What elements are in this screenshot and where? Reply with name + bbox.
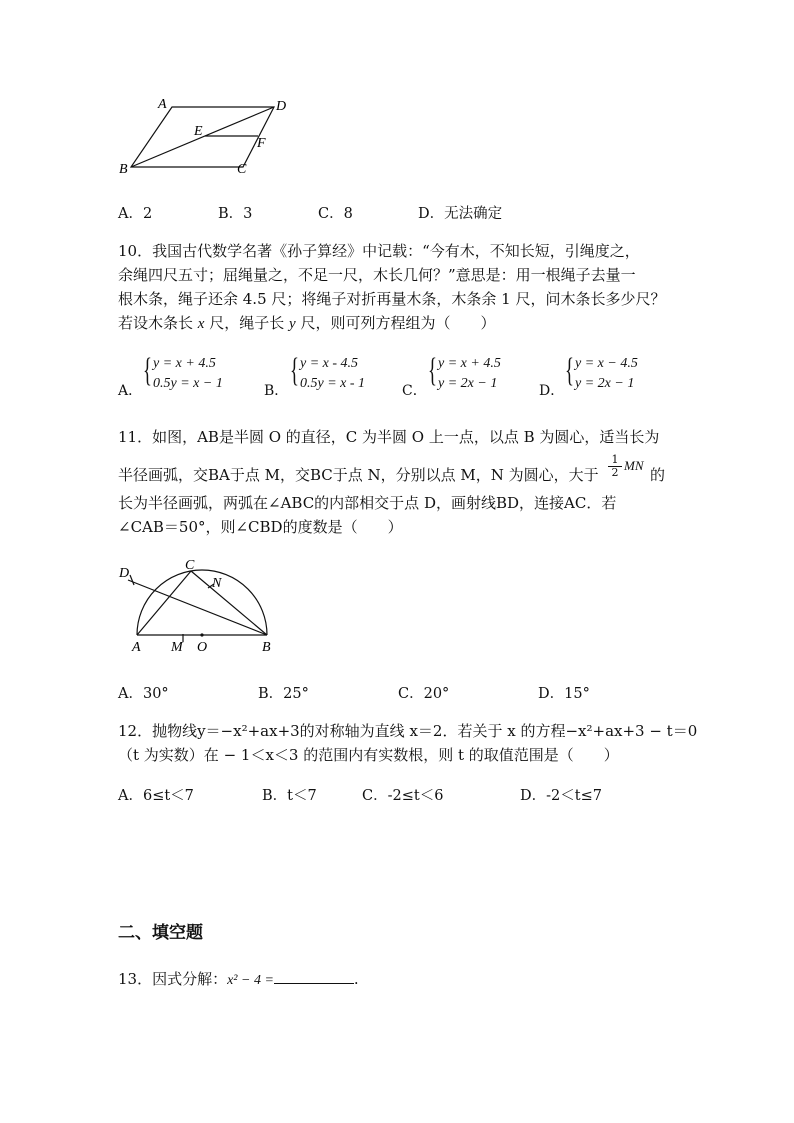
q10-option-d-letter[interactable]: D．	[539, 383, 565, 399]
equation-1: y = x + 4.5	[438, 356, 501, 371]
label-b: B	[262, 640, 271, 655]
option-letter: C．	[398, 686, 424, 702]
q11-line-2	[118, 464, 599, 486]
text: 尺，则可列方程组为（ ）	[295, 314, 496, 332]
label-o: O	[197, 640, 208, 655]
q12-line-2: （t 为实数）在 − 1＜x＜3 的范围内有实数根，则 t 的取值范围是（ ）	[118, 746, 619, 764]
expression: x² − 4 =	[227, 973, 274, 988]
option-letter: A．	[118, 206, 143, 222]
label-e: E	[194, 124, 203, 139]
option-letter: B．	[218, 206, 244, 222]
option-text: 6≤t＜7	[142, 788, 194, 804]
q12-option-b[interactable]	[262, 784, 317, 805]
q9-option-c[interactable]	[318, 202, 353, 223]
q11-line-2-end: 的	[650, 466, 666, 484]
q11-option-c[interactable]	[398, 682, 449, 703]
q9-option-a[interactable]	[118, 202, 152, 223]
answer-blank[interactable]	[274, 969, 354, 984]
q12-option-d[interactable]	[520, 784, 602, 805]
q12-option-c[interactable]	[362, 784, 443, 805]
equation-2: 0.5y = x − 1	[153, 376, 223, 391]
q11-option-b[interactable]	[258, 682, 309, 703]
fraction-half	[608, 454, 622, 479]
equation-1: y = x − 4.5	[575, 356, 638, 371]
text: 若设木条长	[118, 314, 198, 332]
fraction-denominator: 2	[611, 466, 619, 479]
q11-option-d[interactable]	[538, 682, 590, 703]
option-text: 8	[343, 206, 353, 222]
q11-line-4: ∠CAB＝50°，则∠CBD的度数是（ ）	[118, 518, 403, 536]
question-prefix: 13．因式分解：	[118, 970, 228, 988]
text: 尺，绳子长	[204, 314, 289, 332]
option-text: -2≤t＜6	[387, 788, 444, 804]
option-text: 3	[243, 206, 253, 222]
option-text: t＜7	[287, 788, 317, 804]
equation-2: y = 2x − 1	[575, 376, 635, 391]
option-letter: B．	[258, 686, 284, 702]
label-c: C	[185, 558, 195, 573]
option-letter: A．	[118, 686, 143, 702]
q10-line-3: 根木条，绳子还余 4.5 尺；将绳子对折再量木条，木条余 1 尺，问木条长多少尺？	[118, 290, 666, 308]
q13-line	[118, 968, 359, 992]
equation-2: y = 2x − 1	[438, 376, 498, 391]
option-text: 2	[142, 206, 153, 222]
brace-glyph: {	[428, 352, 437, 389]
equation-1: y = x + 4.5	[153, 356, 216, 371]
text: 半径画弧，交BA于点 M，交BC于点 N，分别以点 M，N 为圆心，大于	[118, 466, 599, 484]
label-c: C	[237, 162, 247, 177]
option-letter: C．	[362, 788, 388, 804]
option-text: 30°	[142, 686, 169, 702]
q11-line-1: 11．如图，AB是半圆 O 的直径，C 为半圆 O 上一点，以点 B 为圆心，适当长为	[118, 428, 660, 446]
figure-semicircle	[112, 555, 282, 655]
var-x: x	[197, 316, 205, 332]
segment-bc	[191, 571, 267, 635]
section-heading: 二、填空题	[118, 923, 203, 943]
q12-option-a[interactable]	[118, 784, 194, 805]
equation-2: 0.5y = x - 1	[300, 376, 366, 391]
q12-line-1: 12．抛物线y＝−x²+ax+3的对称轴为直线 x＝2．若关于 x 的方程−x²+ax+3 − t＝0	[118, 722, 698, 740]
arc-mark-d	[130, 575, 134, 585]
option-text: 25°	[283, 686, 309, 702]
period: .	[353, 970, 359, 988]
brace-glyph: {	[143, 352, 152, 389]
ray-bd	[128, 580, 267, 635]
option-letter: D．	[520, 788, 547, 804]
var-y: y	[289, 316, 296, 332]
q10-line-2: 余绳四尺五寸；屈绳量之，不足一尺，木长几何？”意思是：用一根绳子去量一	[118, 266, 636, 284]
label-f: F	[257, 136, 266, 151]
q10-option-c-letter[interactable]: C．	[402, 383, 427, 399]
q11-line-3: 长为半径画弧，两弧在∠ABC的内部相交于点 D，画射线BD，连接AC．若	[118, 494, 617, 512]
fraction-numerator: 1	[611, 453, 619, 466]
figure-parallelogram	[112, 95, 302, 185]
equation-1: y = x - 4.5	[300, 356, 359, 371]
q10-option-a-letter[interactable]: A．	[118, 383, 143, 399]
q10-line-1: 10．我国古代数学名著《孙子算经》中记载：“今有木，不知长短，引绳度之，	[118, 242, 640, 260]
q10-option-b-letter[interactable]: B．	[264, 383, 289, 399]
option-letter: B．	[262, 788, 288, 804]
label-a: A	[158, 97, 167, 112]
q9-option-d[interactable]	[418, 202, 502, 223]
option-letter: D．	[418, 206, 445, 222]
option-text: 无法确定	[444, 206, 503, 222]
brace-glyph: {	[565, 352, 574, 389]
label-d: D	[119, 566, 130, 581]
center-point-o	[200, 633, 203, 636]
label-d: D	[276, 99, 287, 114]
option-letter: D．	[538, 686, 565, 702]
label-m: M	[171, 640, 183, 655]
option-letter: A．	[118, 788, 143, 804]
label-a: A	[132, 640, 141, 655]
var-mn: MN	[624, 458, 644, 473]
q11-option-a[interactable]	[118, 682, 169, 703]
option-text: 20°	[423, 686, 450, 702]
option-text: 15°	[564, 686, 590, 702]
option-text: -2＜t≤7	[546, 788, 602, 804]
label-b: B	[119, 162, 128, 177]
option-letter: C．	[318, 206, 344, 222]
label-n: N	[212, 576, 222, 591]
brace-glyph: {	[290, 352, 299, 389]
q9-option-b[interactable]	[218, 202, 252, 223]
q10-line-4	[118, 312, 495, 335]
